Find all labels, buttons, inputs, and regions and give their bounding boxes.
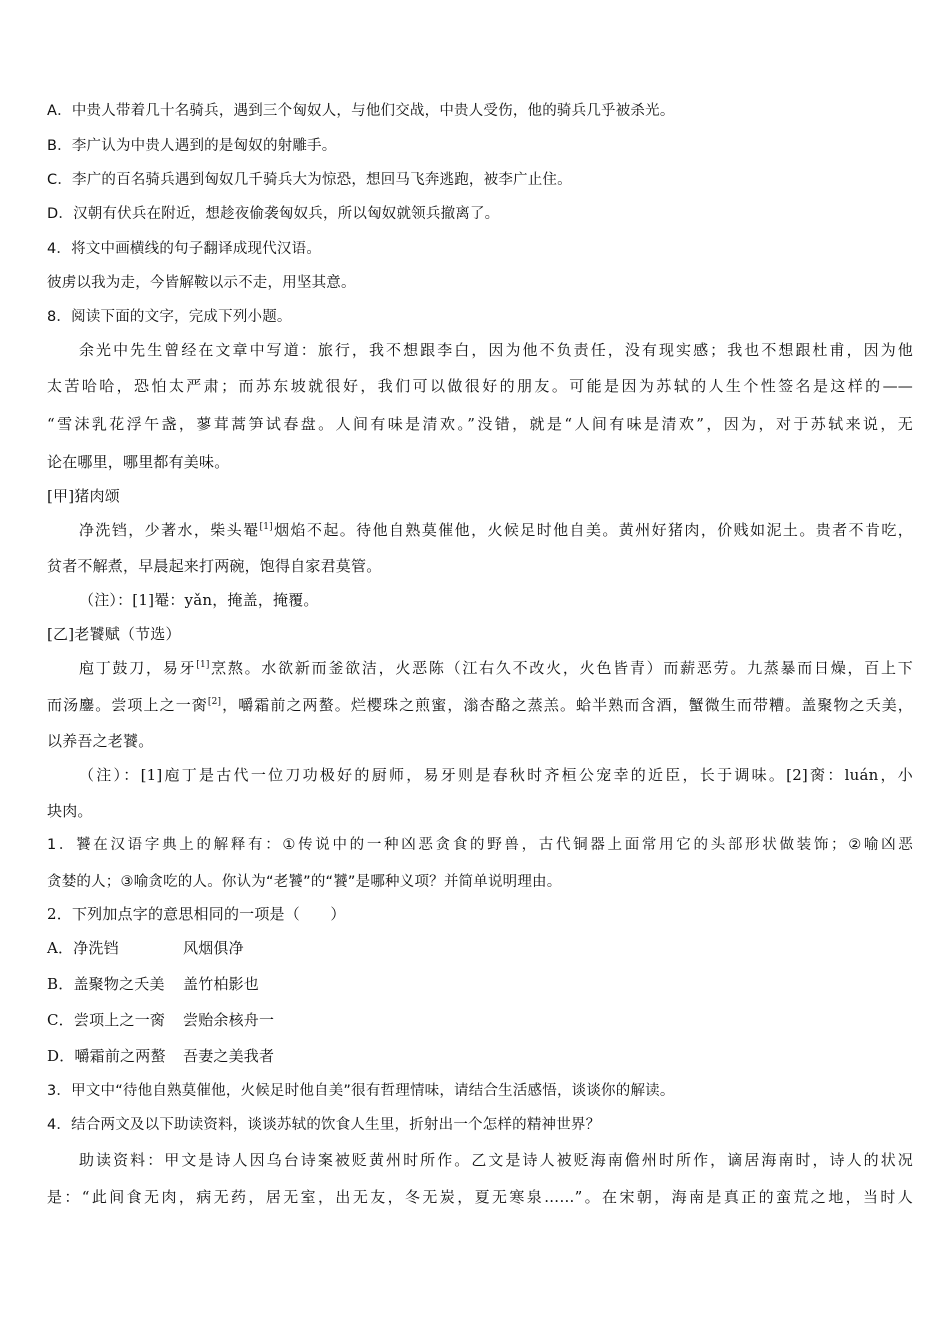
- passage-yi-note-line-2: 块肉。: [47, 802, 93, 820]
- option-a: [47, 101, 675, 121]
- question-3: 3．甲文中“待他自熟莫催他，火候足时他自美”很有哲理情味，请结合生活感悟，谈谈你的解读。: [47, 1083, 675, 1099]
- option-text: 李广的百名骑兵遇到匈奴几千骑兵大为惊恐，想回马飞奔逃跑，被李广止住。: [72, 172, 572, 188]
- text-segment: 烹熬。水欲新而釜欲洁，火恶陈（江右久不改火，火色皆青）而薪恶劳。九蒸暴而日燥，百上下: [209, 659, 913, 677]
- question-1-line-1: 1．饕在汉语字典上的解释有：①传说中的一种凶恶贪食的野兽，古代铜器上面常用它的头部形状做装饰；②喻凶恶: [47, 837, 913, 853]
- q2-option-c: [47, 1010, 274, 1030]
- option-text: 中贵人带着几十名骑兵，遇到三个匈奴人，与他们交战，中贵人受伤，他的骑兵几乎被杀光。: [71, 103, 675, 119]
- option-label: B．: [47, 138, 72, 154]
- option-label: A．: [47, 939, 74, 957]
- option-right: 尝贻余核舟一: [183, 1011, 275, 1029]
- option-left: 嚼霜前之两螯: [74, 1047, 166, 1065]
- option-left: 净洗铛: [73, 939, 119, 957]
- text-segment: ，嚼霜前之两螯。烂樱珠之煎蜜，滃杏酪之蒸羔。蛤半熟而含酒，蟹微生而带糟。盖聚物之夭美，: [221, 696, 913, 714]
- option-text: 李广认为中贵人遇到的是匈奴的射雕手。: [71, 138, 337, 154]
- intro-line-1: 余光中先生曾经在文章中写道：旅行，我不想跟李白，因为他不负责任，没有现实感；我也不想跟杜甫，因为他: [79, 341, 913, 359]
- question-2: 2．下列加点字的意思相同的一项是（ ）: [47, 905, 346, 923]
- question-4: 4．结合两文及以下助读资料，谈谈苏轼的饮食人生里，折射出一个怎样的精神世界？: [47, 1117, 601, 1133]
- option-label: D．: [47, 206, 74, 222]
- text-segment: 净洗铛，少著水，柴头罨: [79, 521, 260, 539]
- passage-jia-line-1: [79, 520, 913, 540]
- text-segment: 庖丁鼓刀，易牙: [79, 659, 197, 677]
- section-8-heading: 8．阅读下面的文字，完成下列小题。: [47, 309, 292, 325]
- passage-jia-title: [甲]猪肉颂: [47, 487, 120, 505]
- q2-option-d: [47, 1046, 274, 1066]
- option-right: 盖竹柏影也: [183, 975, 260, 993]
- passage-yi-line-2: [47, 695, 913, 715]
- text-segment: 烟焰不起。待他自熟莫催他，火候足时他自美。黄州好猪肉，价贱如泥土。贵者不肯吃，: [272, 521, 913, 539]
- q2-option-b: [47, 974, 259, 994]
- passage-yi-note-line-1: （注）：[1]庖丁是古代一位刀功极好的厨师，易牙则是春秋时齐桓公宠幸的近臣，长于调味。[2]脔：luán，小: [79, 766, 913, 784]
- option-left: 盖聚物之夭美: [73, 975, 165, 993]
- option-label: D．: [47, 1047, 75, 1065]
- footnote-marker: [1]: [259, 522, 273, 532]
- option-b: [47, 136, 336, 156]
- option-label: A．: [47, 103, 72, 119]
- option-label: B．: [47, 975, 74, 993]
- q2-option-a: [47, 938, 244, 958]
- intro-line-2: 太苦哈哈，恐怕太严肃；而苏东坡就很好，我们可以做很好的朋友。可能是因为苏轼的人生个性签名是这样的——: [47, 377, 913, 395]
- option-left: 尝项上之一脔: [73, 1011, 166, 1029]
- option-d: [47, 204, 499, 224]
- option-c: [47, 170, 572, 190]
- intro-line-3: “雪沫乳花浮午盏，蓼茸蒿笋试春盘。人间有味是清欢。”没错，就是“人间有味是清欢”，因为，对于苏轼来说，无: [47, 415, 913, 433]
- footnote-marker: [2]: [207, 697, 222, 707]
- aid-material-line-1: 助读资料：甲文是诗人因乌台诗案被贬黄州时所作。乙文是诗人被贬海南儋州时所作，谪居海南时，诗人的状况: [79, 1151, 913, 1169]
- intro-line-4: 论在哪里，哪里都有美味。: [47, 453, 230, 471]
- option-label: C．: [47, 1011, 74, 1029]
- question-1-line-2: 贪婪的人；③喻贪吃的人。你认为“老饕”的“饕”是哪种义项？并简单说明理由。: [47, 874, 562, 890]
- passage-yi-line-1: [79, 658, 913, 678]
- option-right: 吾妻之美我者: [183, 1047, 275, 1065]
- option-text: 汉朝有伏兵在附近，想趁夜偷袭匈奴兵，所以匈奴就领兵撤离了。: [73, 206, 500, 222]
- aid-material-line-2: 是：“此间食无肉，病无药，居无室，出无友，冬无炭，夏无寒泉……”。在宋朝，海南是真正的蛮荒之地，当时人: [47, 1188, 913, 1206]
- text-segment: 而汤鏖。尝项上之一脔: [47, 696, 208, 714]
- passage-yi-line-3: 以养吾之老饕。: [47, 732, 154, 750]
- passage-jia-note: （注）：[1]罨：yǎn，掩盖，掩覆。: [79, 591, 319, 609]
- translate-sentence: 彼虏以我为走，今皆解鞍以示不走，用坚其意。: [47, 275, 356, 291]
- option-label: C．: [47, 172, 73, 188]
- option-right: 风烟俱净: [183, 939, 244, 957]
- passage-yi-title: [乙]老饕赋（节选）: [47, 625, 181, 643]
- question-4-translate: 4．将文中画横线的句子翻译成现代汉语。: [47, 241, 322, 257]
- passage-jia-line-2: 贫者不解煮，早晨起来打两碗，饱得自家君莫管。: [47, 557, 382, 575]
- footnote-marker: [1]: [196, 660, 210, 670]
